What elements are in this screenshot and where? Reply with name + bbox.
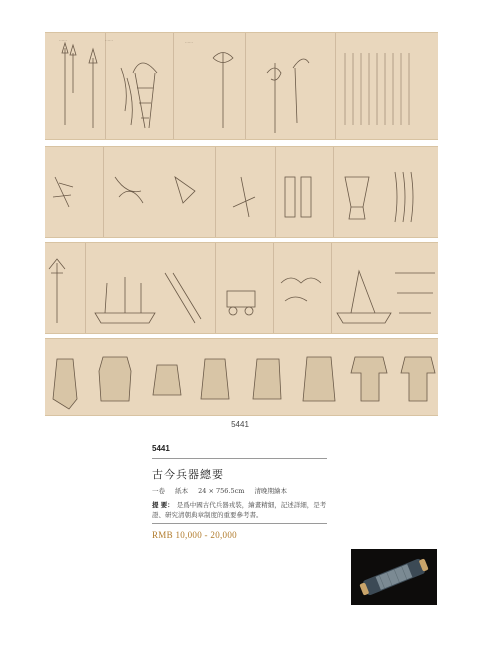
scroll-fold: [85, 243, 86, 333]
scroll-fold: [333, 147, 334, 237]
vessels-illustration: [45, 243, 438, 334]
lot-title: 古今兵器總要: [152, 468, 224, 481]
scroll-fold: [335, 33, 336, 139]
scroll-fold: [103, 147, 104, 237]
armour-illustration: [45, 339, 438, 416]
lot-meta: [152, 486, 295, 495]
scroll-fold: [273, 243, 274, 333]
scroll-strip-armour: [45, 338, 438, 416]
meta-volume: 一卷: [152, 487, 165, 495]
lot-description: [152, 500, 332, 520]
meta-period: 清晚期繪本: [254, 487, 287, 495]
description-label: 提 要：: [152, 501, 174, 509]
scroll-strip-vessels: [45, 242, 438, 334]
svg-text:……: ……: [185, 39, 193, 44]
rolled-scroll-image: [351, 549, 437, 605]
scroll-fold: [275, 147, 276, 237]
scroll-fold: [173, 33, 174, 139]
meta-dimensions: 24 × 756.5cm: [198, 487, 245, 495]
divider: [152, 523, 327, 524]
description-text: 是爲中國古代兵器戎裝，繪畫精細，記述詳細，是考證、研究清朝典章制度的重要參考書。: [152, 501, 327, 519]
svg-text:……: ……: [59, 37, 67, 42]
scroll-strip-weapons: [45, 32, 438, 140]
weapons-illustration: [45, 33, 438, 140]
scroll-fold: [215, 243, 216, 333]
lot-estimate: RMB 10,000 - 20,000: [152, 530, 237, 540]
scroll-fold: [331, 243, 332, 333]
meta-material: 紙本: [175, 487, 189, 495]
scroll-fold: [215, 147, 216, 237]
scroll-fold: [105, 33, 106, 139]
lot-number: 5441: [152, 444, 170, 453]
scroll-photo: [351, 549, 437, 605]
svg-text:……: ……: [105, 37, 113, 42]
scroll-strip-armaments: [45, 146, 438, 238]
scroll-fold: [245, 33, 246, 139]
divider: [152, 458, 327, 459]
figure-caption: 5441: [231, 420, 249, 429]
